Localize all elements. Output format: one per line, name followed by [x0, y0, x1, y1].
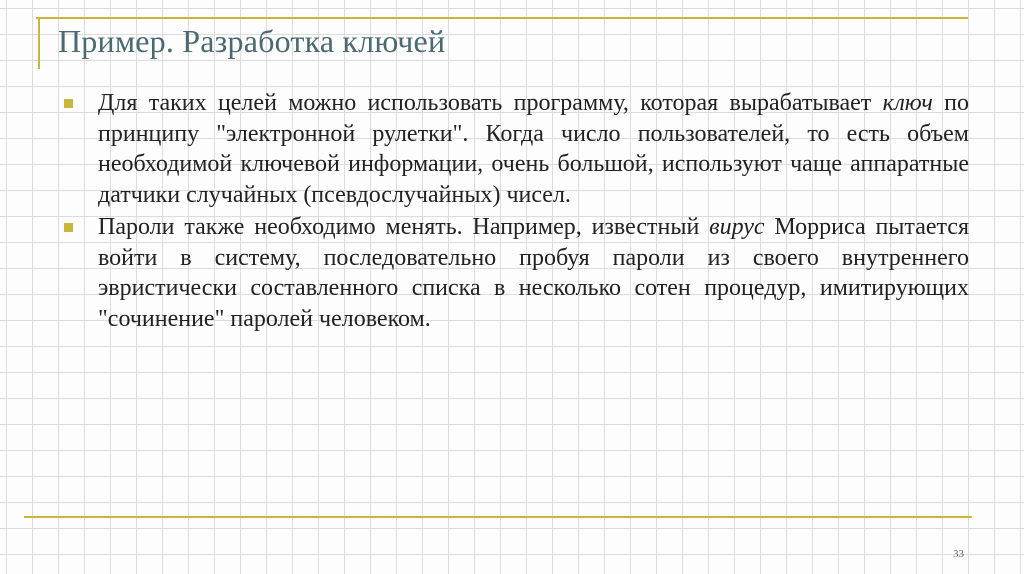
bullet-item — [64, 212, 969, 334]
slide-title: Пример. Разработка ключей — [58, 23, 446, 59]
bullet-text-part: Пароли также необходимо менять. Например, известный — [98, 214, 710, 240]
bullet-text-part: Для таких целей можно использовать программу, которая вырабатывает — [98, 90, 883, 116]
bullet-text-part: Морриса пытается войти в систему, последовательно пробуя пароли из своего внутреннего эвристически составленного списка в несколько сотен процедур, имитирующих "сочинение" паролей человеком. — [98, 214, 969, 332]
square-bullet-icon — [64, 99, 73, 108]
bullet-text — [98, 212, 969, 334]
slide-body — [64, 88, 969, 336]
page-number: 33 — [953, 548, 964, 560]
square-bullet-icon — [64, 223, 73, 232]
top-rule — [36, 17, 968, 19]
bullet-item — [64, 88, 969, 210]
bullet-text-part: по принципу "электронной рулетки". Когда число пользователей, то есть объем необходимой ключевой информации, очень большой, используют чаще аппаратные датчики случайных (псевдослучайных) чисел. — [98, 90, 969, 208]
bullet-emphasis: вирус — [709, 214, 765, 240]
title-accent-bar — [38, 17, 40, 69]
bullet-text — [98, 88, 969, 210]
bottom-rule — [24, 516, 972, 518]
bullet-emphasis: ключ — [882, 90, 933, 116]
